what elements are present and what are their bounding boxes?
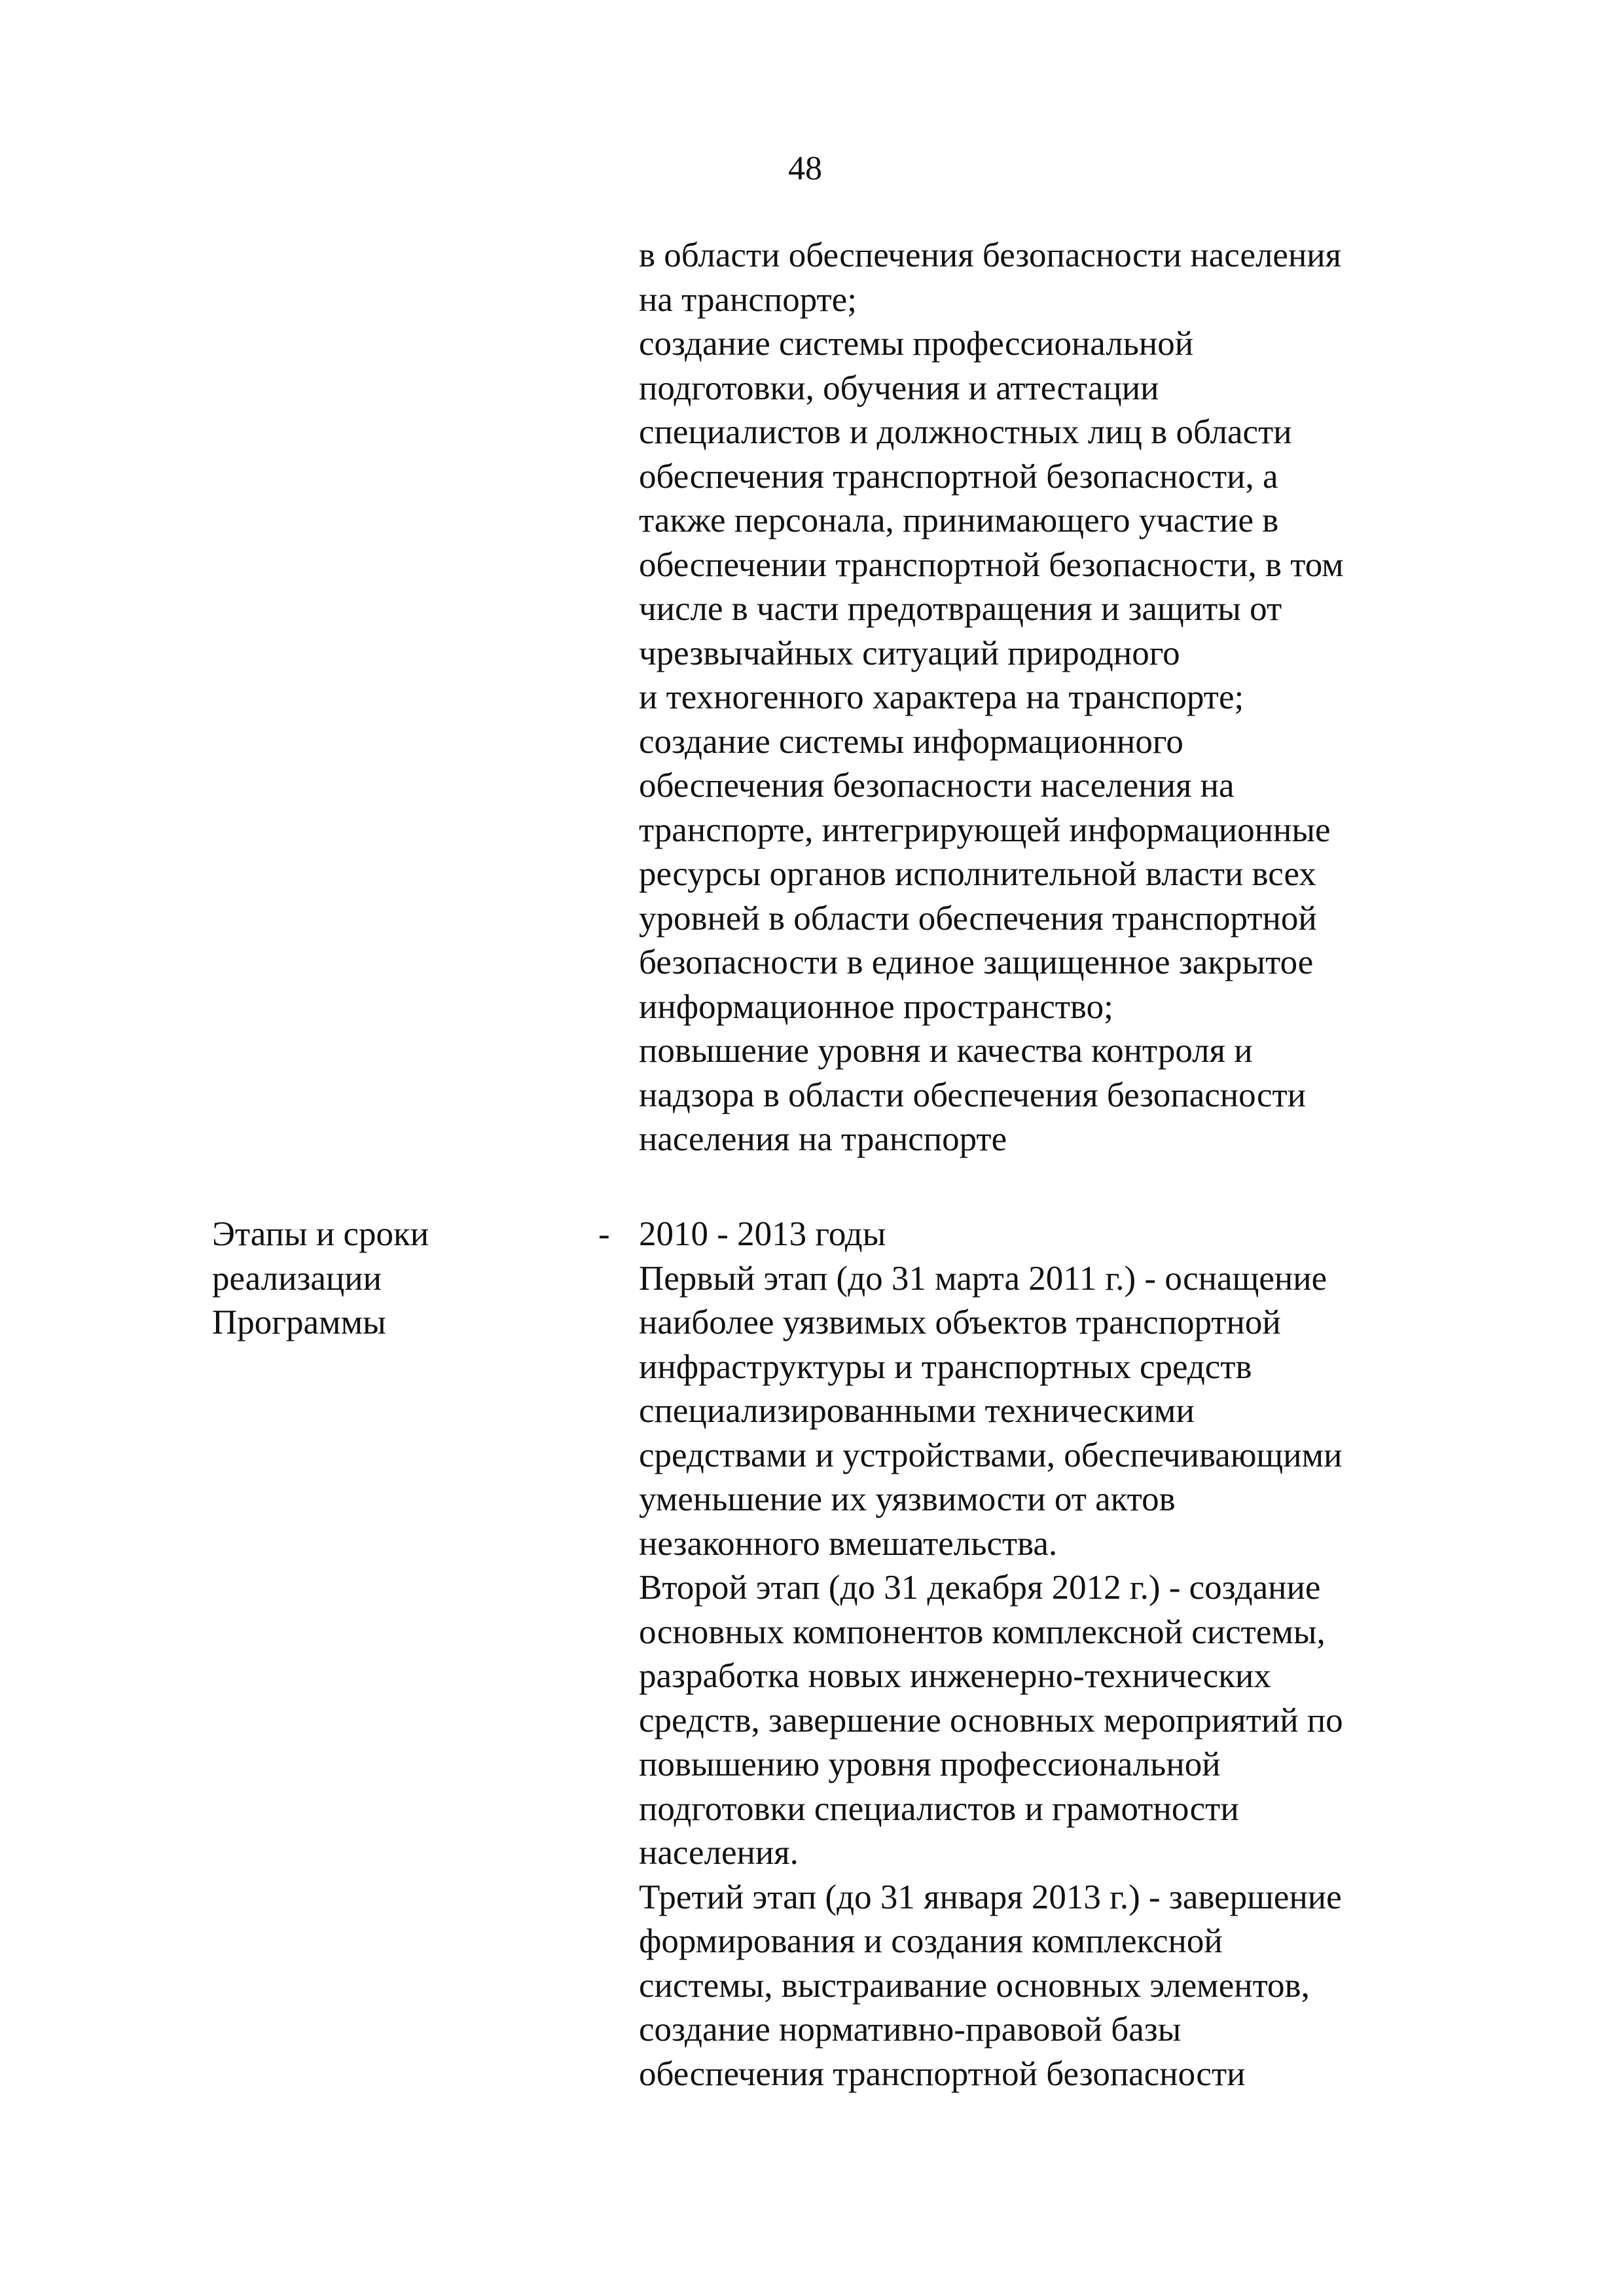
text-line: основных компонентов комплексной системы, — [639, 1613, 1326, 1651]
text-line: и техногенного характера на транспорте; — [639, 678, 1244, 716]
text-line: Первый этап (до 31 марта 2011 г.) - оснащение — [639, 1259, 1327, 1298]
text-line: чрезвычайных ситуаций природного — [639, 634, 1180, 672]
text-line: подготовки специалистов и грамотности — [639, 1789, 1239, 1828]
label-line: Этапы и сроки — [212, 1215, 429, 1253]
row-dash: - — [598, 1215, 610, 1253]
text-line: безопасности в единое защищенное закрытое — [639, 943, 1314, 981]
text-line: системы, выстраивание основных элементов, — [639, 1966, 1310, 2005]
text-line: обеспечения безопасности населения на — [639, 767, 1235, 805]
text-line: транспорте, интегрирующей информационные — [639, 811, 1331, 849]
text-line: наиболее уязвимых объектов транспортной — [639, 1303, 1281, 1341]
text-line: специалистов и должностных лиц в области — [639, 413, 1292, 451]
text-line: повышению уровня профессиональной — [639, 1745, 1221, 1783]
text-line: информационное пространство; — [639, 987, 1113, 1026]
text-line: на транспорте; — [639, 280, 857, 319]
text-line: создание нормативно-правовой базы — [639, 2011, 1182, 2049]
text-line: незаконного вмешательства. — [639, 1524, 1058, 1563]
text-line: формирования и создания комплексной — [639, 1922, 1223, 1960]
label-line: реализации — [212, 1259, 382, 1298]
stages-text — [639, 1212, 1490, 2096]
text-line: повышение уровня и качества контроля и — [639, 1032, 1253, 1070]
text-line: 2010 - 2013 годы — [639, 1215, 886, 1253]
text-line: инфраструктуры и транспортных средств — [639, 1347, 1252, 1386]
text-line: средствами и устройствами, обеспечивающими — [639, 1436, 1343, 1474]
text-line: средств, завершение основных мероприятий по — [639, 1701, 1343, 1740]
text-line: числе в части предотвращения и защиты от — [639, 590, 1282, 628]
text-line: Третий этап (до 31 января 2013 г.) - завершение — [639, 1878, 1342, 1916]
text-line: населения. — [639, 1834, 799, 1872]
text-line: ресурсы органов исполнительной власти всех — [639, 855, 1316, 893]
stages-label — [212, 1212, 552, 1345]
text-line: населения на транспорте — [639, 1120, 1007, 1158]
text-line: обеспечения транспортной безопасности — [639, 2054, 1246, 2093]
text-line: обеспечении транспортной безопасности, в том — [639, 545, 1344, 584]
text-line: уровней в области обеспечения транспортной — [639, 899, 1317, 938]
text-line: обеспечения транспортной безопасности, а — [639, 457, 1278, 496]
label-line: Программы — [212, 1303, 386, 1341]
text-line: разработка новых инженерно-технических — [639, 1657, 1271, 1695]
text-line: подготовки, обучения и аттестации — [639, 369, 1159, 407]
text-line: надзора в области обеспечения безопасности — [639, 1076, 1307, 1114]
text-line: Второй этап (до 31 декабря 2012 г.) - создание — [639, 1569, 1321, 1607]
text-line: в области обеспечения безопасности населения — [639, 236, 1342, 274]
text-line: специализированными техническими — [639, 1392, 1195, 1430]
text-line: создание системы профессиональной — [639, 325, 1194, 363]
text-line: также персонала, принимающего участие в — [639, 501, 1279, 539]
continued-objectives-text — [639, 234, 1490, 1162]
text-line: уменьшение их уязвимости от актов — [639, 1480, 1176, 1518]
page-number: 48 — [788, 150, 822, 187]
text-line: создание системы информационного — [639, 722, 1183, 761]
